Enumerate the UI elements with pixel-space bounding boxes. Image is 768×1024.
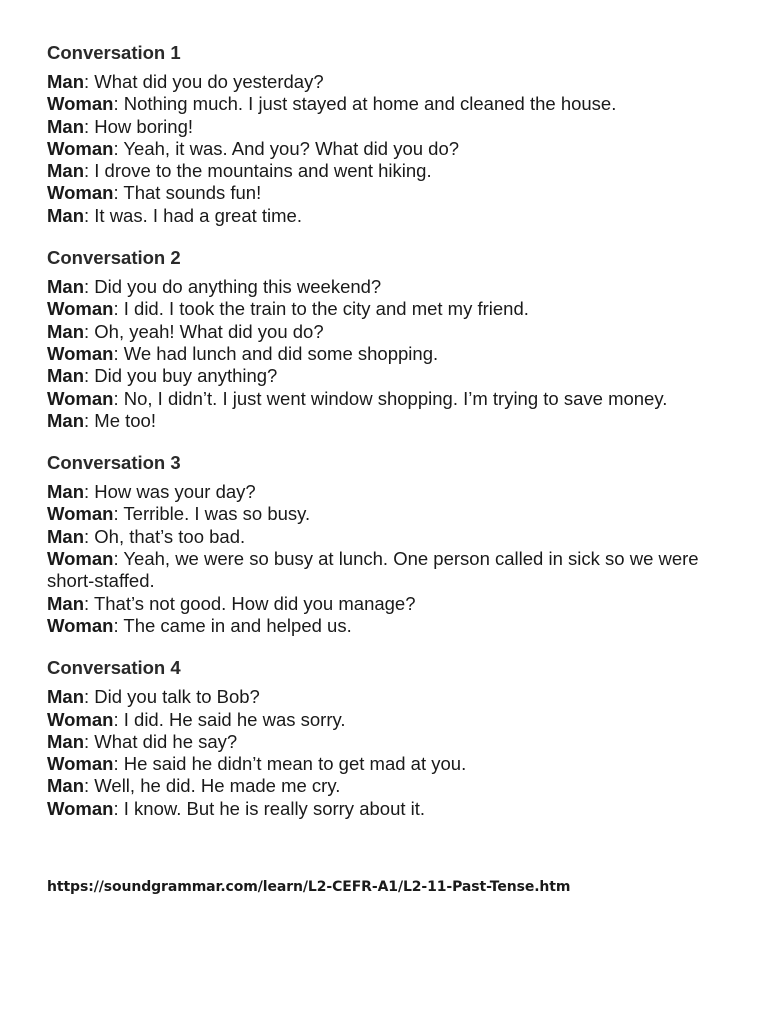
line-text: : That’s not good. How did you manage?: [84, 592, 416, 614]
speaker-name: Woman: [47, 797, 114, 819]
speaker-name: Man: [47, 409, 84, 431]
dialogue-line: [47, 798, 727, 820]
line-text: : That sounds fun!: [113, 182, 262, 204]
dialogue-line: [47, 410, 727, 432]
speaker-name: Woman: [47, 503, 114, 525]
dialogue-line: [47, 276, 727, 298]
line-text: : I drove to the mountains and went hiking.: [84, 160, 432, 182]
speaker-name: Man: [47, 525, 84, 547]
line-text: : Yeah, we were so busy at lunch. One person called in sick so we were short-staffed.: [47, 548, 699, 592]
dialogue-line: [47, 731, 727, 753]
line-text: : What did you do yesterday?: [84, 71, 324, 92]
line-text: : Did you do anything this weekend?: [84, 276, 382, 298]
dialogue-line: [47, 593, 727, 615]
speaker-name: Man: [47, 115, 84, 137]
speaker-name: Woman: [47, 614, 114, 636]
conversation-4: [47, 657, 727, 820]
speaker-name: Woman: [47, 137, 114, 159]
speaker-name: Man: [47, 365, 84, 387]
dialogue-line: [47, 686, 727, 708]
line-text: : Oh, yeah! What did you do?: [84, 320, 324, 342]
conversation-1: [47, 42, 727, 227]
conversation-3: [47, 452, 727, 637]
dialogue-line: [47, 388, 727, 410]
conversation-title: Conversation 4: [47, 657, 181, 679]
line-text: : How was your day?: [84, 481, 256, 503]
line-text: : Oh, that’s too bad.: [84, 525, 246, 547]
dialogue-line: [47, 160, 727, 182]
speaker-name: Woman: [47, 708, 114, 730]
line-text: : Me too!: [84, 409, 156, 431]
speaker-name: Man: [47, 686, 84, 708]
dialogue-line: [47, 298, 727, 320]
speaker-name: Man: [47, 481, 84, 503]
source-url: https://soundgrammar.com/learn/L2-CEFR-A1/L2-11-Past-Tense.htm: [47, 879, 571, 895]
dialogue-line: [47, 71, 727, 93]
dialogue-line: [47, 615, 727, 637]
line-text: : I did. I took the train to the city and met my friend.: [113, 298, 529, 320]
dialogue-line: [47, 548, 727, 593]
line-text: : We had lunch and did some shopping.: [113, 342, 439, 364]
conversation-2: [47, 247, 727, 432]
speaker-name: Woman: [47, 342, 114, 364]
dialogue-line: [47, 481, 727, 503]
line-text: : Nothing much. I just stayed at home and cleaned the house.: [113, 93, 617, 115]
dialogue-line: [47, 526, 727, 548]
line-text: : Did you talk to Bob?: [84, 686, 260, 708]
dialogue-line: [47, 205, 727, 227]
dialogue-line: [47, 138, 727, 160]
speaker-name: Woman: [47, 387, 114, 409]
line-text: : He said he didn’t mean to get mad at you.: [113, 753, 467, 775]
speaker-name: Woman: [47, 548, 114, 570]
speaker-name: Man: [47, 276, 84, 298]
line-text: : How boring!: [84, 115, 193, 137]
dialogue-line: [47, 182, 727, 204]
line-text: : The came in and helped us.: [113, 614, 352, 636]
dialogue-line: [47, 503, 727, 525]
dialogue-line: [47, 775, 727, 797]
speaker-name: Man: [47, 71, 84, 92]
dialogue-line: [47, 321, 727, 343]
conversation-title: Conversation 3: [47, 452, 181, 474]
dialogue-line: [47, 343, 727, 365]
dialogue-line: [47, 753, 727, 775]
dialogue-line: [47, 365, 727, 387]
speaker-name: Man: [47, 204, 84, 226]
line-text: : Well, he did. He made me cry.: [84, 775, 341, 797]
conversation-title: Conversation 2: [47, 247, 181, 269]
speaker-name: Man: [47, 592, 84, 614]
line-text: : Terrible. I was so busy.: [113, 503, 311, 525]
speaker-name: Man: [47, 730, 84, 752]
speaker-name: Man: [47, 160, 84, 182]
dialogue-line: [47, 709, 727, 731]
line-text: : No, I didn’t. I just went window shopping. I’m trying to save money.: [113, 387, 668, 409]
speaker-name: Woman: [47, 93, 114, 115]
speaker-name: Woman: [47, 753, 114, 775]
dialogue-line: [47, 93, 727, 115]
line-text: : I did. He said he was sorry.: [113, 708, 346, 730]
line-text: : Did you buy anything?: [84, 365, 278, 387]
conversation-title: Conversation 1: [47, 42, 181, 63]
speaker-name: Woman: [47, 298, 114, 320]
speaker-name: Woman: [47, 182, 114, 204]
document-body: [47, 42, 727, 840]
line-text: : What did he say?: [84, 730, 238, 752]
dialogue-line: [47, 116, 727, 138]
line-text: : I know. But he is really sorry about it.: [113, 797, 426, 819]
line-text: : It was. I had a great time.: [84, 204, 302, 226]
speaker-name: Man: [47, 775, 84, 797]
line-text: : Yeah, it was. And you? What did you do?: [113, 137, 460, 159]
speaker-name: Man: [47, 320, 84, 342]
